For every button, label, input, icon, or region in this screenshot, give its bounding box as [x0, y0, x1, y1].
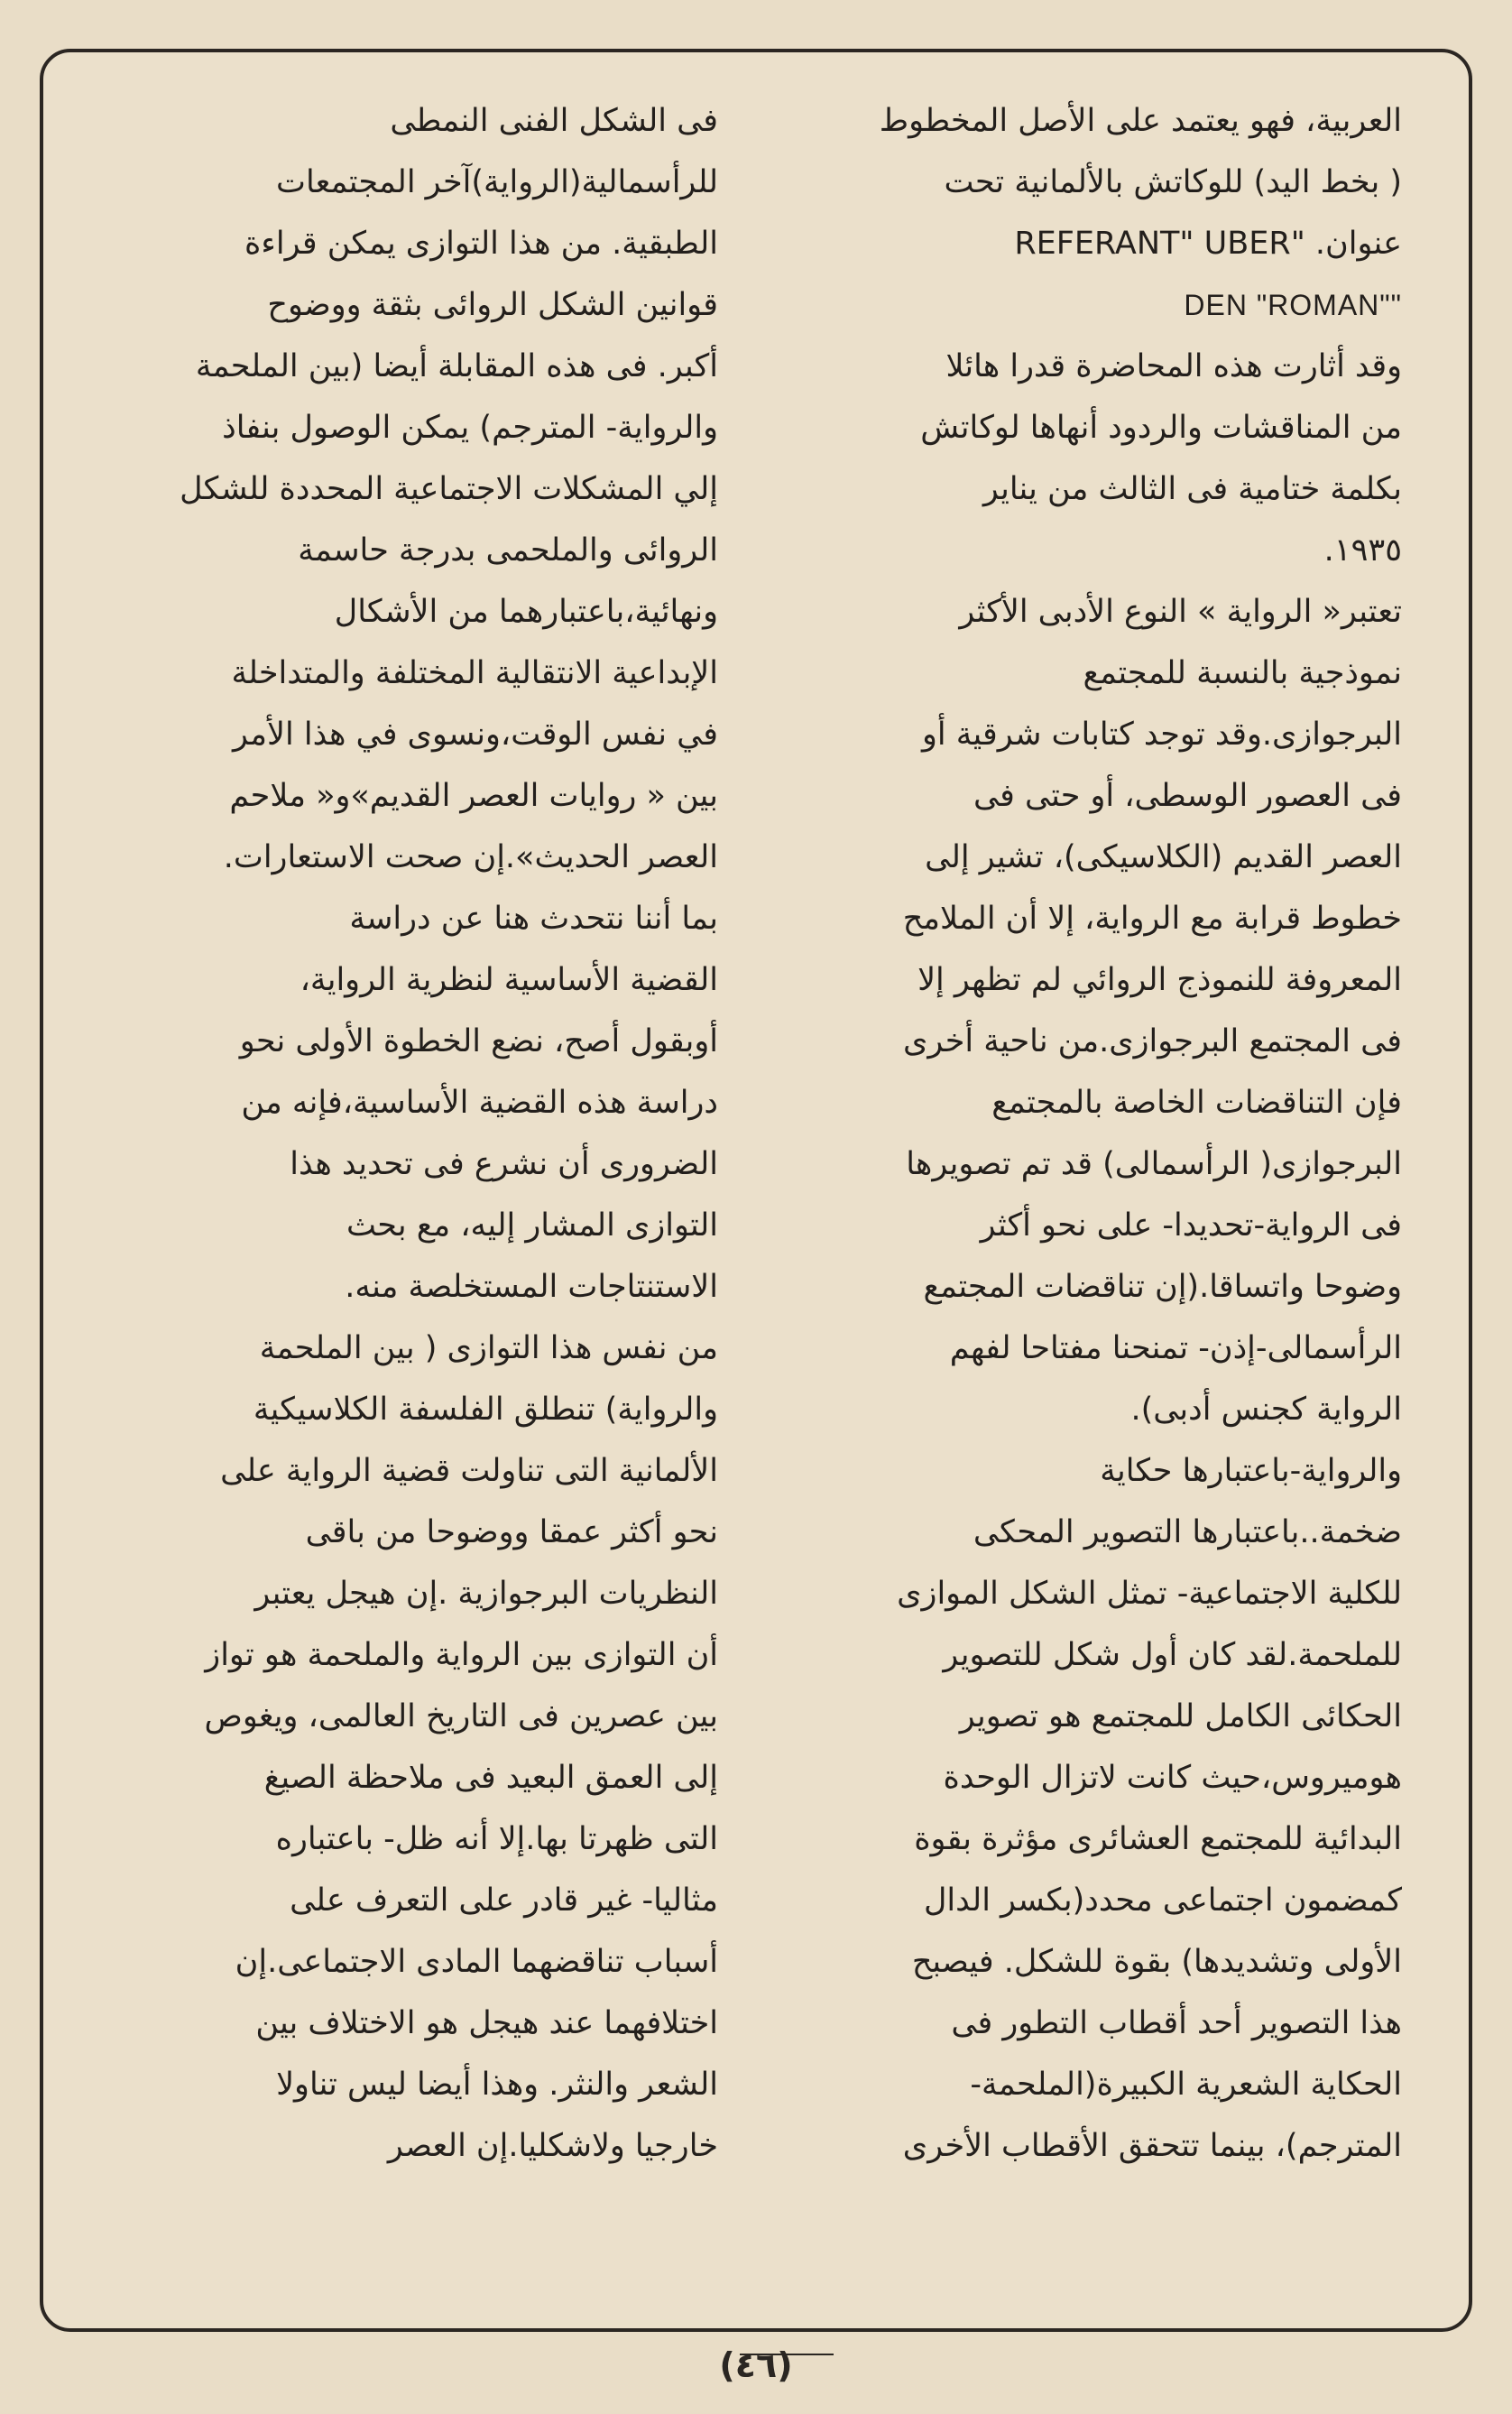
text-line: هوميروس،حيث كانت لاتزال الوحدة — [943, 1760, 1402, 1796]
text-line: أن التوازى بين الرواية والملحمة هو تواز — [205, 1637, 718, 1673]
text-line: ونهائية،باعتبارهما من الأشكال — [334, 594, 718, 630]
text-line: المترجم)، بينما تتحقق الأقطاب الأخرى — [902, 2128, 1402, 2164]
text-line: من المناقشات والردود أنهاها لوكاتش — [920, 410, 1402, 446]
text-line: فى الرواية-تحديدا- على نحو أكثر — [980, 1207, 1402, 1244]
text-line: الرواية كجنس أدبى). — [1130, 1392, 1402, 1428]
text-line: الاستنتاجات المستخلصة منه. — [345, 1269, 718, 1305]
text-line: وقد أثارت هذه المحاضرة قدرا هائلا — [945, 348, 1402, 384]
text-line: والرواية- المترجم) يمكن الوصول بنفاذ — [222, 410, 718, 446]
text-line: فى العصور الوسطى، أو حتى فى — [973, 778, 1402, 814]
text-line: للرأسمالية(الرواية)آخر المجتمعات — [276, 164, 718, 200]
text-line: أسباب تناقضهما المادى الاجتماعى.إن — [235, 1944, 718, 1980]
text-line: الشعر والنثر. وهذا أيضا ليس تناولا — [276, 2067, 718, 2103]
text-line: التى ظهرتا بها.إلا أنه ظل- باعتباره — [275, 1821, 718, 1857]
text-line: التوازى المشار إليه، مع بحث — [346, 1207, 718, 1244]
text-line: دراسة هذه القضية الأساسية،فإنه من — [241, 1085, 718, 1121]
right-text-column — [767, 90, 1402, 2177]
text-line: نموذجية بالنسبة للمجتمع — [1083, 655, 1402, 691]
text-line: البدائية للمجتمع العشائرى مؤثرة بقوة — [914, 1821, 1402, 1857]
text-line: النظريات البرجوازية .إن هيجل يعتبر — [254, 1576, 718, 1612]
text-line: بكلمة ختامية فى الثالث من يناير — [982, 471, 1402, 507]
text-line: إلى العمق البعيد فى ملاحظة الصيغ — [263, 1760, 718, 1796]
text-line: الإبداعية الانتقالية المختلفة والمتداخلة — [231, 655, 718, 691]
text-line: أكبر. فى هذه المقابلة أيضا (بين الملحمة — [195, 348, 718, 384]
text-line: ( بخط اليد) للوكاتش بالألمانية تحت — [944, 164, 1402, 200]
text-line: الرأسمالى-إذن- تمنحنا مفتاحا لفهم — [949, 1330, 1402, 1366]
text-line: البرجوازى.وقد توجد كتابات شرقية أو — [921, 717, 1402, 753]
text-line: اختلافهما عند هيجل هو الاختلاف بين — [255, 2005, 718, 2041]
text-line: فى المجتمع البرجوازى.من ناحية أخرى — [903, 1023, 1402, 1059]
text-line: القضية الأساسية لنظرية الرواية، — [300, 962, 718, 998]
text-line: والرواية-باعتبارها حكاية — [1100, 1453, 1402, 1489]
text-line: مثاليا- غير قادر على التعرف على — [290, 1882, 718, 1919]
text-line: الطبقية. من هذا التوازى يمكن قراءة — [244, 226, 718, 262]
text-line: ١٩٣٥. — [1323, 532, 1402, 569]
text-line: للكلية الاجتماعية- تمثل الشكل الموازى — [897, 1576, 1402, 1612]
text-line: هذا التصوير أحد أقطاب التطور فى — [951, 2005, 1402, 2041]
text-line: من نفس هذا التوازى ( بين الملحمة — [259, 1330, 718, 1366]
text-line: المعروفة للنموذج الروائي لم تظهر إلا — [917, 962, 1402, 998]
text-line: والرواية) تنطلق الفلسفة الكلاسيكية — [253, 1392, 718, 1428]
text-line: DEN "ROMAN"" — [1184, 289, 1402, 321]
text-line: للملحمة.لقد كان أول شكل للتصوير — [943, 1637, 1402, 1673]
text-line: خارجيا ولاشكليا.إن العصر — [387, 2128, 718, 2164]
text-line: وضوحا واتساقا.(إن تناقضات المجتمع — [923, 1269, 1402, 1305]
text-line: بما أننا نتحدث هنا عن دراسة — [349, 901, 718, 937]
text-line: الروائى والملحمى بدرجة حاسمة — [298, 532, 718, 569]
text-line: في نفس الوقت،ونسوى في هذا الأمر — [232, 717, 718, 753]
text-line: بين « روايات العصر القديم»و« ملاحم — [229, 778, 718, 814]
text-line: الألمانية التى تناولت قضية الرواية على — [220, 1453, 718, 1489]
text-line: إلي المشكلات الاجتماعية المحددة للشكل — [180, 471, 718, 507]
text-line: ضخمة..باعتبارها التصوير المحكى — [973, 1514, 1402, 1550]
text-line: الحكائى الكامل للمجتمع هو تصوير — [959, 1698, 1402, 1734]
text-line: الأولى وتشديدها) بقوة للشكل. فيصبح — [911, 1944, 1402, 1980]
text-line: نحو أكثر عمقا ووضوحا من باقى — [305, 1514, 718, 1550]
text-line: الضرورى أن نشرع فى تحديد هذا — [290, 1146, 718, 1182]
text-line: قوانين الشكل الروائى بثقة ووضوح — [267, 287, 718, 323]
text-line: العصر الحديث».إن صحت الاستعارات. — [223, 839, 718, 875]
text-line: تعتبر« الرواية » النوع الأدبى الأكثر — [959, 594, 1402, 630]
left-text-column — [83, 90, 718, 2177]
text-line: خطوط قرابة مع الرواية، إلا أن الملامح — [902, 901, 1402, 937]
text-line: البرجوازى( الرأسمالى) قد تم تصويرها — [906, 1146, 1402, 1182]
text-line: العصر القديم (الكلاسيكى)، تشير إلى — [925, 839, 1402, 875]
text-line: أوبقول أصح، نضع الخطوة الأولى نحو — [239, 1023, 718, 1059]
text-line: الحكاية الشعرية الكبيرة(الملحمة- — [970, 2067, 1402, 2103]
text-line: فإن التناقضات الخاصة بالمجتمع — [991, 1085, 1402, 1121]
page-number: (٤٦) — [719, 2345, 793, 2385]
text-line: كمضمون اجتماعى محدد(بكسر الدال — [924, 1882, 1402, 1919]
text-line: بين عصرين فى التاريخ العالمى، ويغوص — [204, 1698, 718, 1734]
text-line: فى الشكل الفنى النمطى — [390, 103, 718, 139]
text-line: عنوان. "REFERANT" UBER — [1014, 226, 1402, 262]
text-line: العربية، فهو يعتمد على الأصل المخطوط — [879, 103, 1402, 139]
